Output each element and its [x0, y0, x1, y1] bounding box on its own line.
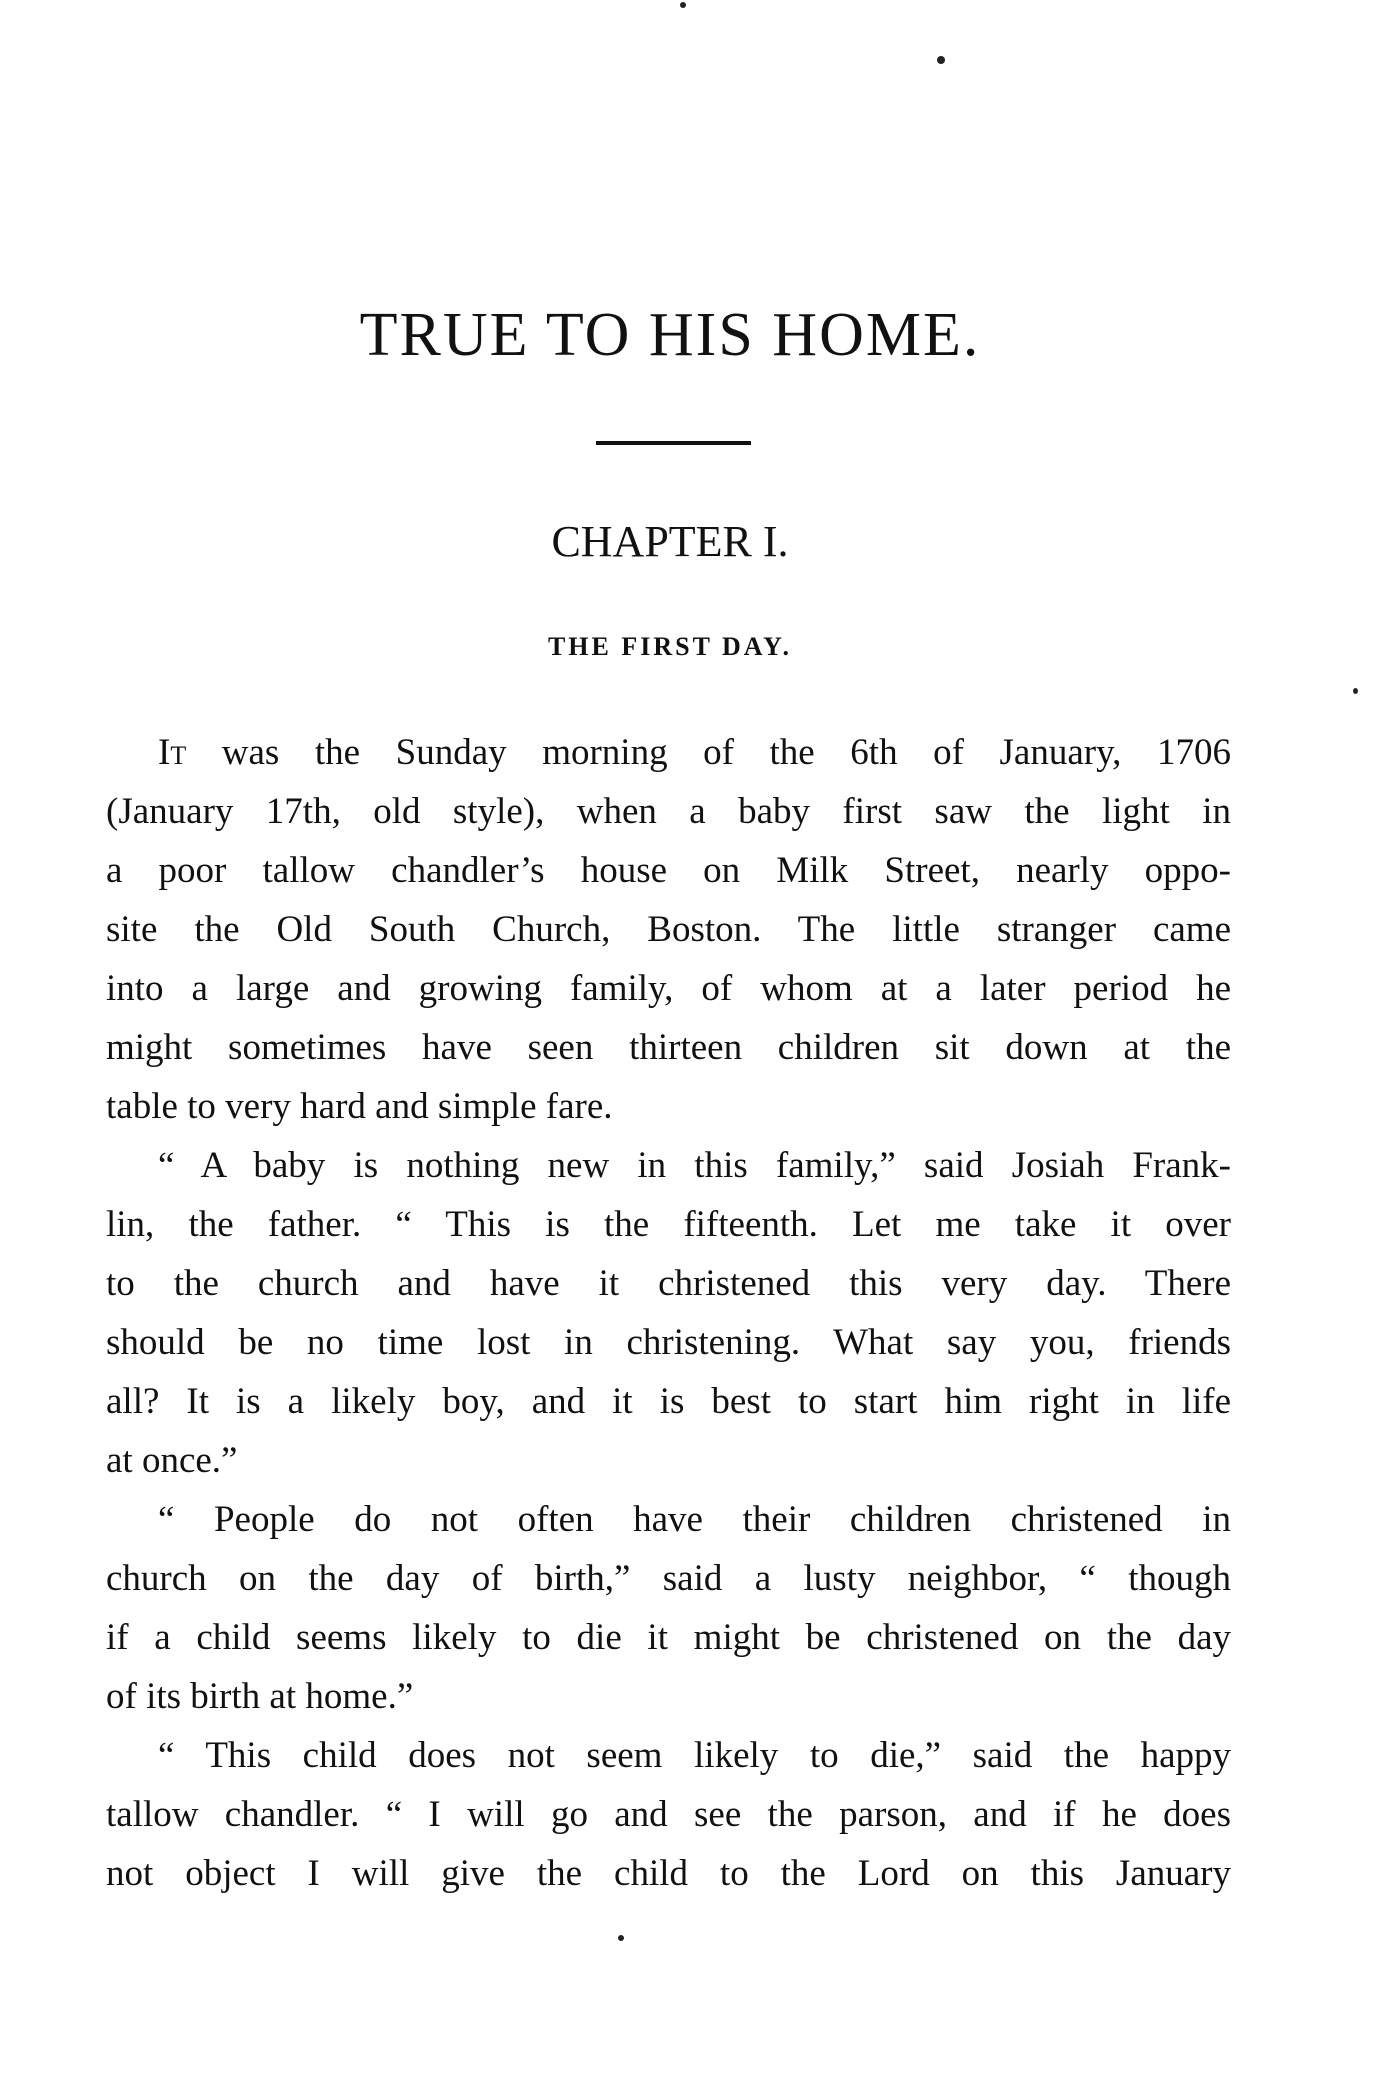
chapter-heading: CHAPTER I.: [551, 517, 789, 566]
text-line: into a large and growing family, of whom at a later period he: [106, 968, 1231, 1009]
text-line: not object I will give the child to the Lord on this January: [106, 1853, 1231, 1894]
print-speck: [618, 1935, 624, 1941]
print-speck: [937, 56, 945, 64]
text-line: at once.”: [106, 1440, 238, 1481]
print-speck: [1353, 688, 1358, 694]
book-title: TRUE TO HIS HOME.: [359, 301, 981, 369]
text-line: lin, the father. “ This is the fifteenth. Let me take it over: [106, 1204, 1231, 1245]
paragraph: [106, 723, 1231, 1136]
text-line: “ This child does not seem likely to die,” said the happy: [158, 1735, 1231, 1776]
paragraph: [106, 1726, 1231, 1903]
text-line: of its birth at home.”: [106, 1676, 414, 1717]
text-line: might sometimes have seen thirteen children sit down at the: [106, 1027, 1231, 1068]
text-line: all? It is a likely boy, and it is best to start him right in life: [106, 1381, 1231, 1422]
text-line: a poor tallow chandler’s house on Milk Street, nearly oppo-: [106, 850, 1231, 891]
text-line: (January 17th, old style), when a baby first saw the light in: [106, 791, 1231, 832]
body-text: [106, 723, 1231, 1903]
text-line: site the Old South Church, Boston. The little stranger came: [106, 909, 1231, 950]
text-line: should be no time lost in christening. What say you, friends: [106, 1322, 1231, 1363]
text-line: “ A baby is nothing new in this family,” said Josiah Frank-: [158, 1145, 1231, 1186]
text-line: to the church and have it christened this very day. There: [106, 1263, 1231, 1304]
text-line: tallow chandler. “ I will go and see the parson, and if he does: [106, 1794, 1231, 1835]
paragraph: [106, 1136, 1231, 1490]
title-divider: [596, 441, 751, 445]
paragraph: [106, 1490, 1231, 1726]
chapter-subtitle: THE FIRST DAY.: [547, 632, 793, 661]
text-line: church on the day of birth,” said a lusty neighbor, “ though: [106, 1558, 1231, 1599]
text-line: table to very hard and simple fare.: [106, 1086, 613, 1127]
text-line: if a child seems likely to die it might be christened on the day: [106, 1617, 1231, 1658]
drop-word: It: [158, 732, 187, 773]
text-line: It was the Sunday morning of the 6th of January, 1706: [158, 732, 1231, 773]
print-speck: [680, 2, 686, 8]
text-line: “ People do not often have their children christened in: [158, 1499, 1231, 1540]
